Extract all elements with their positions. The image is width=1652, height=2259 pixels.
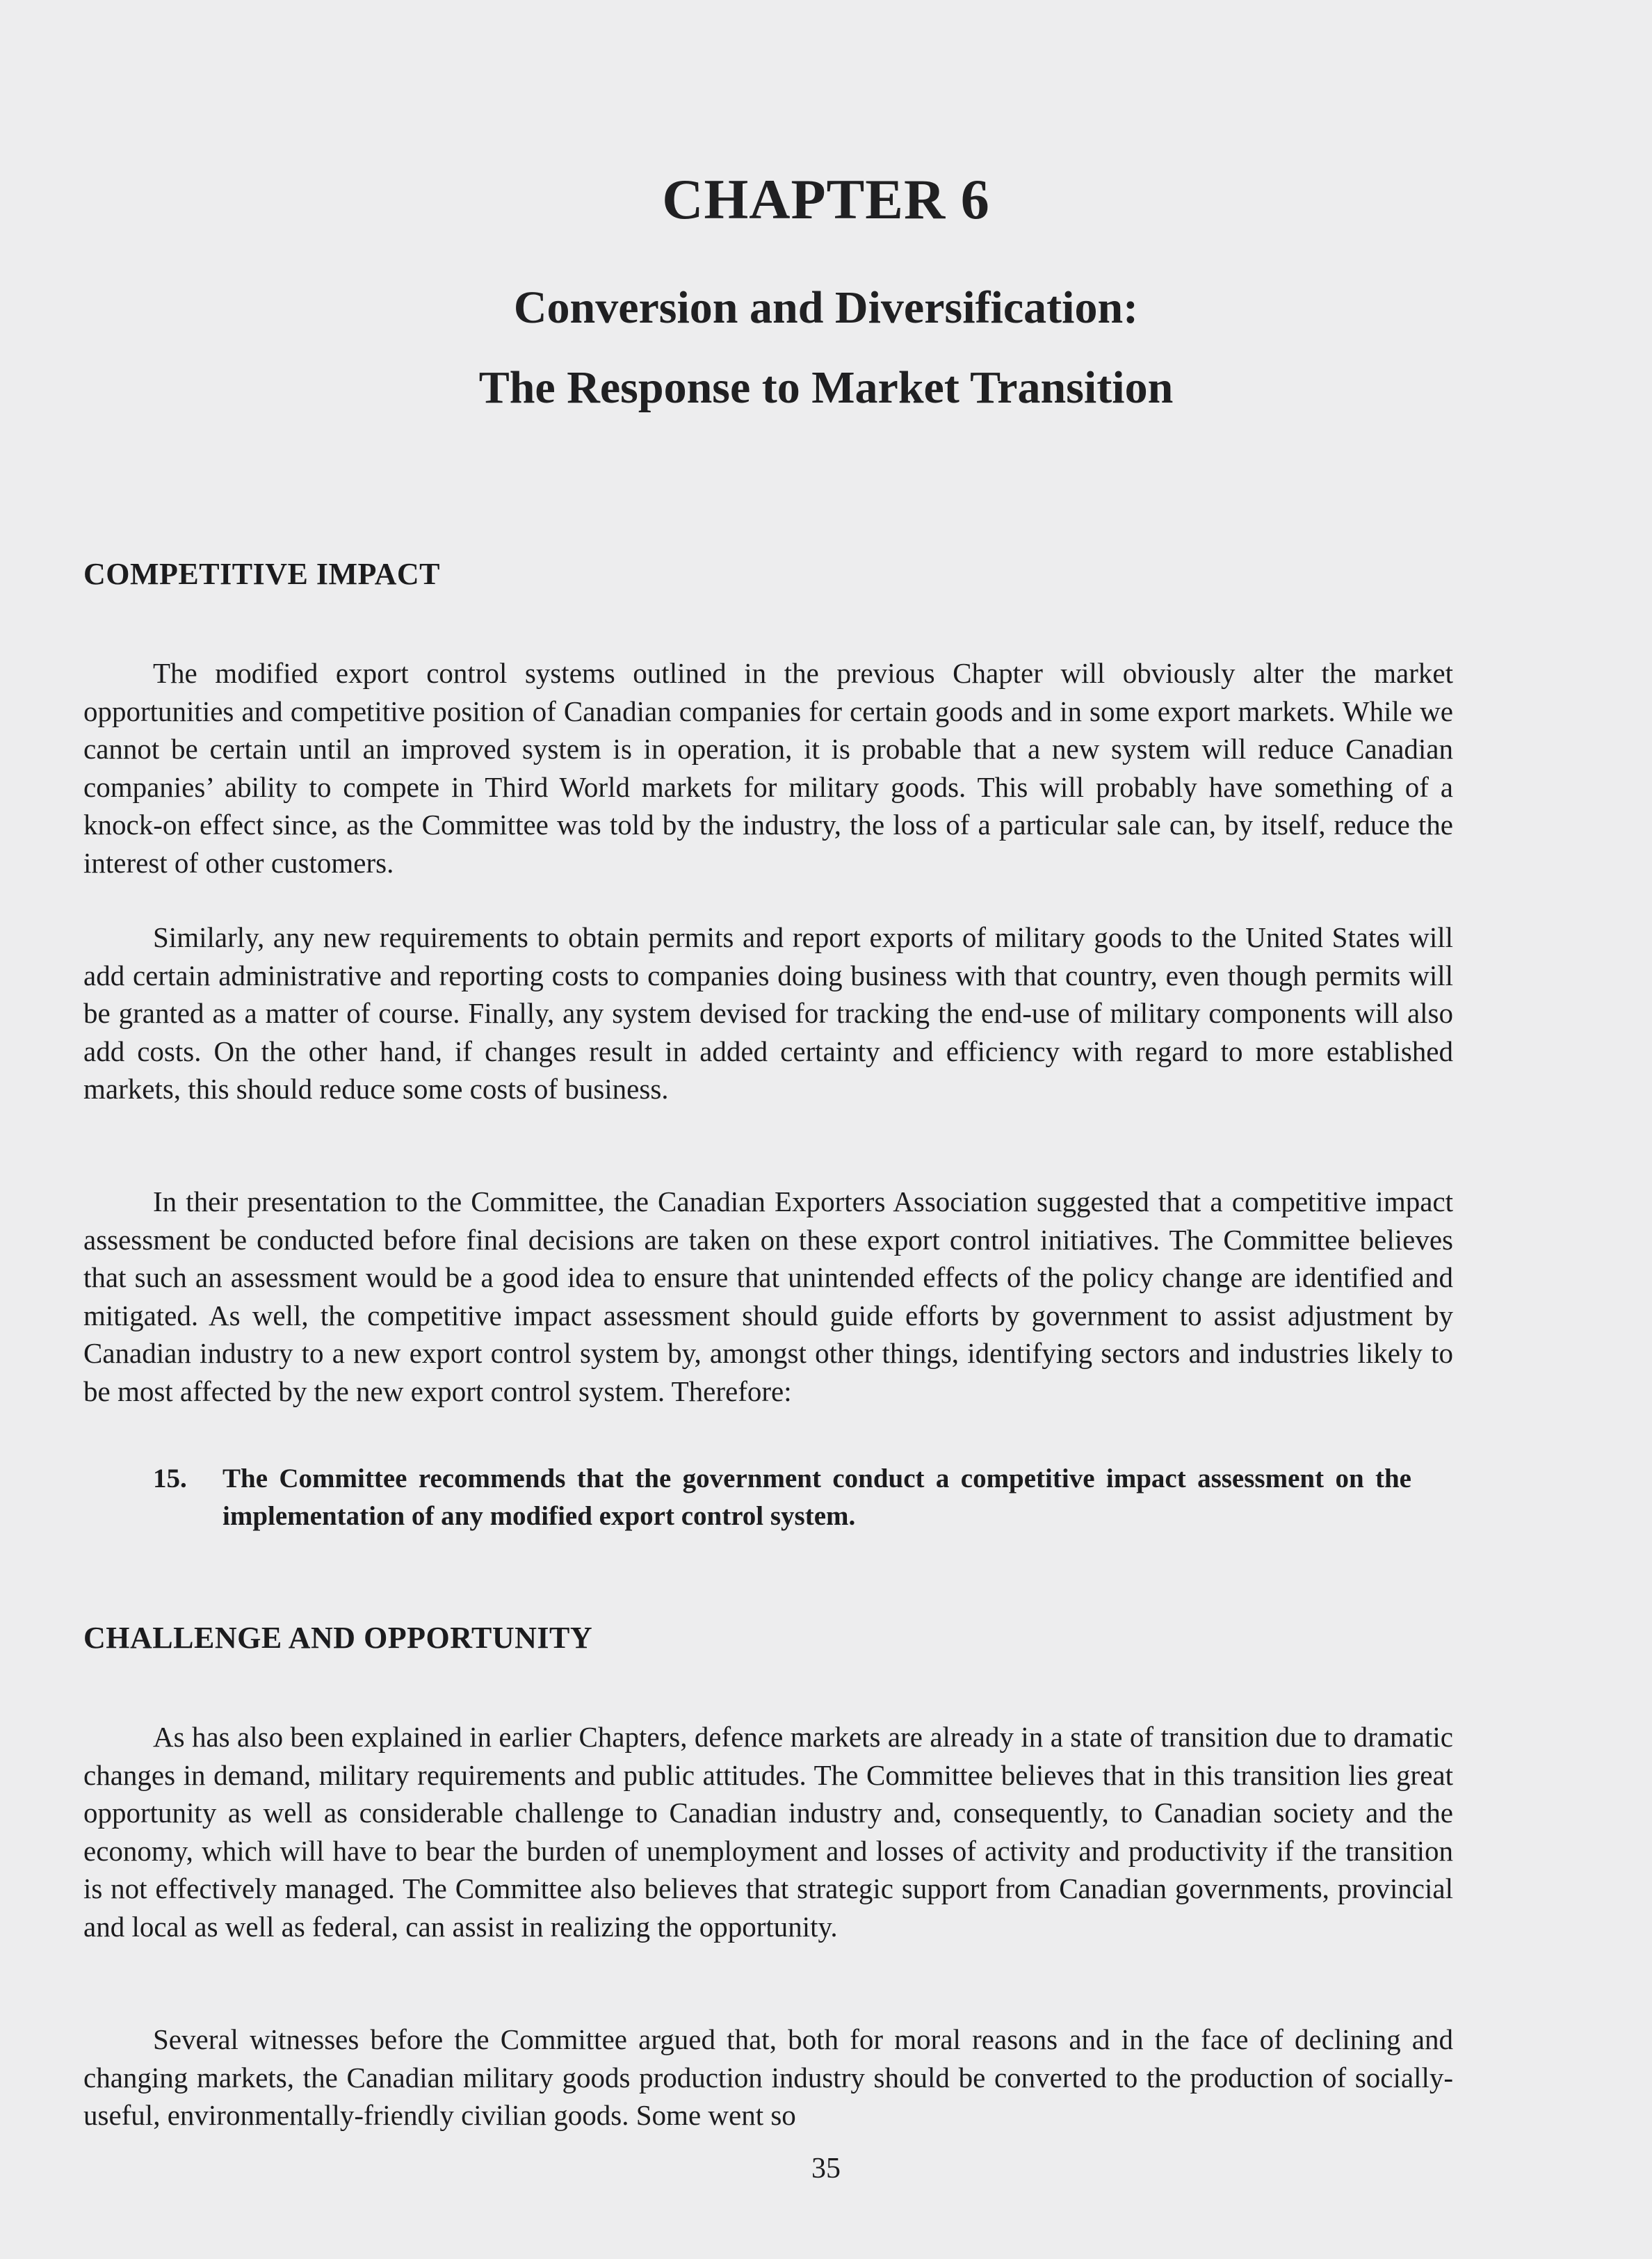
section-heading-challenge-and-opportunity: CHALLENGE AND OPPORTUNITY — [83, 1621, 593, 1655]
paragraph: Similarly, any new requirements to obtain permits and report exports of military goods to the United States will add certain administrative and reporting costs to companies doing business with that country, even though permits will be granted as a matter of course. Finally, any system devised for tracking the end-use of military components will also add costs. On the other hand, if changes result in added certainty and efficiency with regard to more established markets, this should reduce some costs of business. — [83, 921, 1453, 1106]
paragraph: As has also been explained in earlier Chapters, defence markets are already in a state of transition due to dramatic changes in demand, military requirements and public attitudes. The Committee believes that in this transition lies great opportunity as well as considerable challenge to Canadian industry and, consequently, to Canadian society and the economy, which will have to bear the burden of unemployment and losses of activity and productivity if the transition is not effectively managed. The Committee also believes that strategic support from Canadian governments, provincial and local as well as federal, can assist in realizing the opportunity. — [83, 1721, 1453, 1943]
recommendation — [153, 1460, 1411, 1535]
recommendation-number: 15. — [153, 1464, 187, 1493]
chapter-subtitle: Conversion and Diversification: — [513, 282, 1139, 333]
paragraph: In their presentation to the Committee, the Canadian Exporters Association suggested that a competitive impact assessment be conducted before final decisions are taken on these export control initiatives. The Committee believes that such an assessment would be a good idea to ensure that unintended effects of the policy change are identified and mitigated. As well, the competitive impact assessment should guide efforts by government to assist adjustment by Canadian industry to a new export control system by, amongst other things, identifying sectors and industries likely to be most affected by the new export control system. Therefore: — [83, 1185, 1453, 1407]
chapter-subtitle: The Response to Market Transition — [478, 362, 1174, 413]
recommendation-text: The Committee recommends that the government conduct a competitive impact assessment on the implementation of any modified export control system. — [222, 1464, 1411, 1531]
paragraph: The modified export control systems outlined in the previous Chapter will obviously alter the market opportunities and competitive position of Canadian companies for certain goods and in some export markets. While we cannot be certain until an improved system is in operation, it is probable that a new system will reduce Canadian companies’ ability to compete in Third World markets for military goods. This will probably have something of a knock-on effect since, as the Committee was told by the industry, the loss of a particular sale can, by itself, reduce the interest of other customers. — [83, 657, 1453, 879]
section-heading-competitive-impact: COMPETITIVE IMPACT — [83, 557, 440, 591]
page-number: 35 — [811, 2153, 841, 2185]
paragraph: Several witnesses before the Committee argued that, both for moral reasons and in the face of declining and changing markets, the Canadian military goods production industry should be converted to the production of socially-useful, environmentally-friendly civilian goods. Some went so — [83, 2023, 1453, 2132]
chapter-title: CHAPTER 6 — [662, 168, 990, 231]
